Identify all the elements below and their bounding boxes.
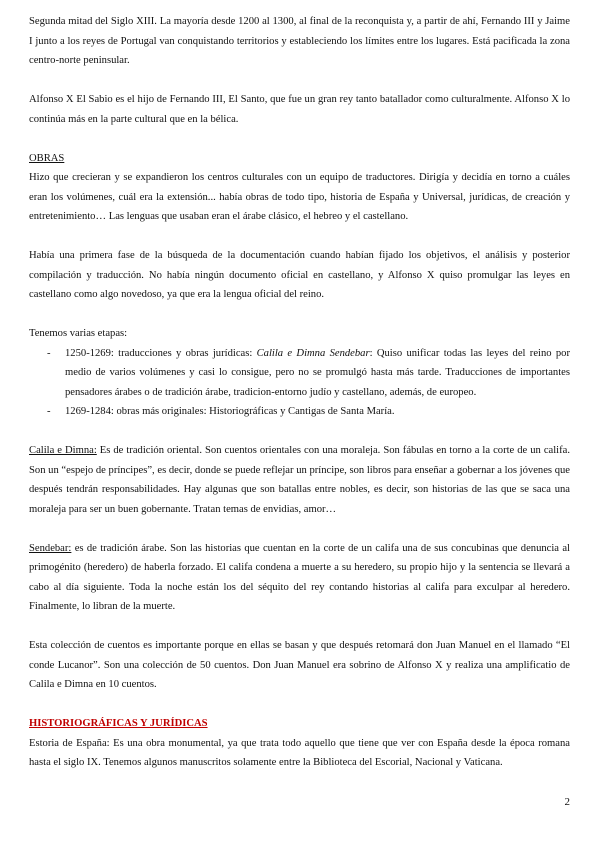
etapas-list: [29, 344, 570, 422]
sendebar-text: es de tradición árabe. Son las historias que cuentan en la corte de un califa una de sus concubinas que denuncia al primogénito (heredero) de haberla forzado. El califa condena a muerte a su heredero, su propio hijo y la sentencia se llevará a cabo al día siguiente. Toda la noche están los del séquito del rey contando historias al califa para exculpar al heredero. Finalmente, lo libran de la muerte.: [29, 542, 570, 612]
paragraph-estoria: Estoria de España: Es una obra monumental, ya que trata todo aquello que tiene que ver con España desde la época romana hasta el siglo IX. Tenemos algunos manuscritos solamente entre la Biblioteca del Escorial, Nacional y Vaticana.: [29, 737, 570, 768]
etapa-2-text: 1269-1284: obras más originales: Historiográficas y Cantigas de Santa María.: [65, 406, 395, 417]
heading-obras: OBRAS: [29, 152, 65, 164]
etapa-1-description: : Quiso unificar todas las leyes del reino por medio de varios volúmenes y casi lo consigue, pero no se promulgó hasta más tarde. Traducciones de importantes pensadores árabes o de tradición árabe, tradicion-entorno judío y castellano, además, de europeo.: [65, 347, 570, 398]
list-dash: -: [47, 406, 51, 417]
paragraph-traductores: Hizo que crecieran y se expandieron los centros culturales con un equipo de traductores. Dirigía y decidía en torno a cuáles eran los volúmenes, cuál era la extensión... había obras de todo tipo, historia de España y Universal, jurídicas, de creación y entretenimiento… Las lenguas que usaban eran el árabe clásico, el hebreo y el castellano.: [29, 172, 570, 222]
list-item: [29, 344, 570, 403]
list-item: [29, 402, 570, 422]
paragraph-calila: [29, 441, 570, 519]
etapa-1-italic-title: Calila e Dimna Sendebar: [256, 347, 370, 359]
paragraph-fases: Había una primera fase de la búsqueda de la documentación cuando habían fijado los objetivos, el análisis y posterior compilación y traducción. No había ningún documento oficial en castellano, y Alfonso X quiso promulgar las leyes en castellano como algo novedoso, ya que era la lengua oficial del reino.: [29, 250, 570, 300]
paragraph-context: Segunda mitad del Siglo XIII. La mayoría desde 1200 al 1300, al final de la reconquista y, a partir de ahí, Fernando III y Jaime I junto a los reyes de Portugal van conquistando territorios y estableciendo los límites entre los lugares. Está pacificada la zona centro-norte peninsular.: [29, 16, 570, 66]
heading-historiograficas: HISTORIOGRÁFICAS Y JURÍDICAS: [29, 718, 208, 729]
paragraph-alfonso: Alfonso X El Sabio es el hijo de Fernando III, El Santo, que fue un gran rey tanto batallador como culturalmente. Alfonso X lo continúa más en la parte cultural que en la bélica.: [29, 94, 570, 125]
page-number: 2: [564, 796, 570, 808]
sendebar-label: Sendebar:: [29, 542, 72, 554]
calila-text: Es de tradición oriental. Son cuentos orientales con una moraleja. Son fábulas en torno a la corte de un califa. Son un “espejo de príncipes”, es decir, donde se puede reflejar un príncipe, son libros para enseñar a gobernar a los jóvenes que después tendrán responsabilidades. Hay algunas que son batallas entre nobles, es decir, son historias de las que se saca una moraleja para ser un buen gobernante. Tratan temas de envidias, amor…: [29, 445, 571, 515]
paragraph-etapas-intro: Tenemos varias etapas:: [29, 328, 128, 339]
paragraph-coleccion: Esta colección de cuentos es importante porque en ellas se basan y que después retomará don Juan Manuel en el llamado “El conde Lucanor”. Son una colección de 50 cuentos. Don Juan Manuel era sobrino de Alfonso X y realiza una amplificatio de Calila e Dimna en 10 cuentos.: [29, 640, 570, 690]
calila-label: Calila e Dimna:: [29, 445, 97, 456]
paragraph-sendebar: [29, 539, 570, 617]
document-page: [29, 12, 570, 773]
list-dash: -: [47, 347, 51, 359]
etapa-1-text: 1250-1269: traducciones y obras jurídicas:: [65, 347, 257, 359]
